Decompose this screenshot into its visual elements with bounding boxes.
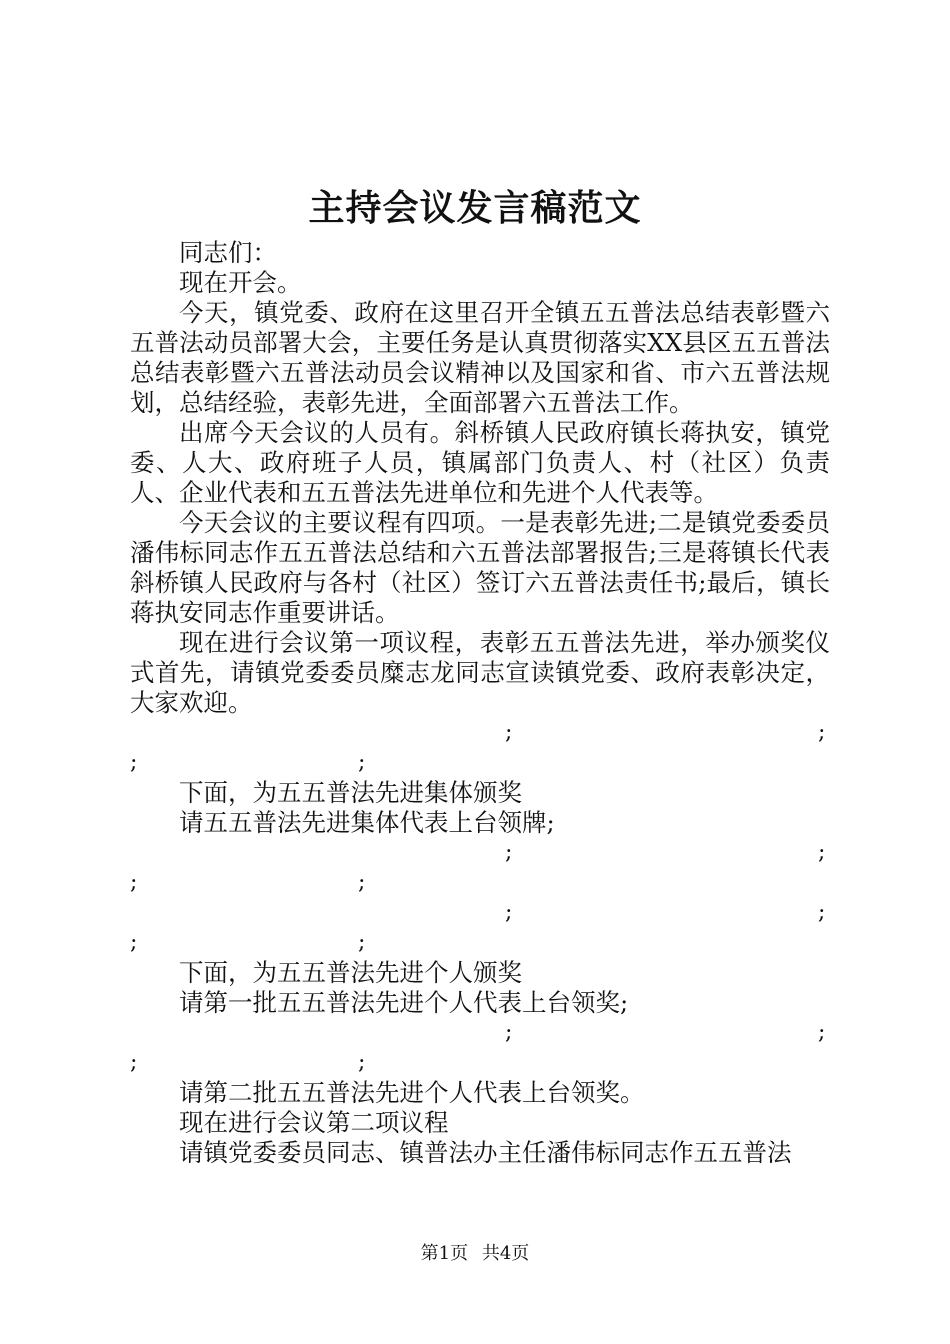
document-body	[130, 238, 830, 1168]
page-footer	[0, 1242, 950, 1266]
semicolon-row	[130, 1048, 830, 1078]
semicolon-mark: ;	[358, 930, 366, 955]
semicolon-mark: ;	[358, 1050, 366, 1075]
semicolon-row	[130, 748, 830, 778]
semicolon-mark: ;	[130, 750, 138, 775]
semicolon-mark: ;	[505, 840, 513, 865]
semicolon-row	[130, 868, 830, 898]
line-second-item: 现在进行会议第二项议程	[179, 1108, 449, 1137]
paragraph-attendees: 出席今天会议的人员有。斜桥镇人民政府镇长蒋执安，镇党委、人大、政府班子人员，镇属部门负责人、村（社区）负责人、企业代表和五五普法先进单位和先进个人代表等。	[130, 418, 830, 507]
line-second-batch: 请第二批五五普法先进个人代表上台领奖。	[179, 1078, 645, 1107]
semicolon-mark: ;	[818, 720, 826, 745]
semicolon-row	[130, 838, 830, 868]
semicolon-mark: ;	[358, 750, 366, 775]
paragraph-agenda: 今天会议的主要议程有四项。一是表彰先进;二是镇党委委员潘伟标同志作五五普法总结和六五普法部署报告;三是蒋镇长代表斜桥镇人民政府与各村（社区）签订六五普法责任书;最后，镇长蒋执安同志作重要讲话。	[130, 508, 830, 627]
semicolon-mark: ;	[130, 870, 138, 895]
semicolon-mark: ;	[818, 1020, 826, 1045]
semicolon-mark: ;	[130, 930, 138, 955]
line-first-batch: 请第一批五五普法先进个人代表上台领奖;	[179, 988, 629, 1017]
semicolon-mark: ;	[505, 900, 513, 925]
paragraph-first-item: 现在进行会议第一项议程，表彰五五普法先进，举办颁奖仪式首先，请镇党委委员糜志龙同志宣读镇党委、政府表彰决定，大家欢迎。	[130, 628, 830, 717]
document-title: 主持会议发言稿范文	[308, 187, 642, 229]
semicolon-row	[130, 898, 830, 928]
greeting: 同志们：	[179, 238, 277, 267]
semicolon-row	[130, 718, 830, 748]
line-individual-award: 下面，为五五普法先进个人颁奖	[179, 958, 522, 987]
semicolon-mark: ;	[818, 840, 826, 865]
semicolon-mark: ;	[505, 1020, 513, 1045]
page-total: 共4页	[481, 1243, 530, 1264]
line-last: 请镇党委委员同志、镇普法办主任潘伟标同志作五五普法	[179, 1138, 792, 1167]
semicolon-mark: ;	[130, 1050, 138, 1075]
semicolon-mark: ;	[505, 720, 513, 745]
page-number: 第1页	[420, 1243, 469, 1264]
line-collective-podium: 请五五普法先进集体代表上台领牌;	[179, 808, 555, 837]
line-collective-award: 下面，为五五普法先进集体颁奖	[179, 778, 522, 807]
paragraph-purpose: 今天，镇党委、政府在这里召开全镇五五普法总结表彰暨六五普法动员部署大会，主要任务是认真贯彻落实XX县区五五普法总结表彰暨六五普法动员会议精神以及国家和省、市六五普法规划，总结经验，表彰先进，全面部署六五普法工作。	[130, 298, 830, 417]
semicolon-row	[130, 1018, 830, 1048]
semicolon-row	[130, 928, 830, 958]
semicolon-mark: ;	[358, 870, 366, 895]
opening-line: 现在开会。	[179, 268, 302, 297]
semicolon-mark: ;	[818, 900, 826, 925]
